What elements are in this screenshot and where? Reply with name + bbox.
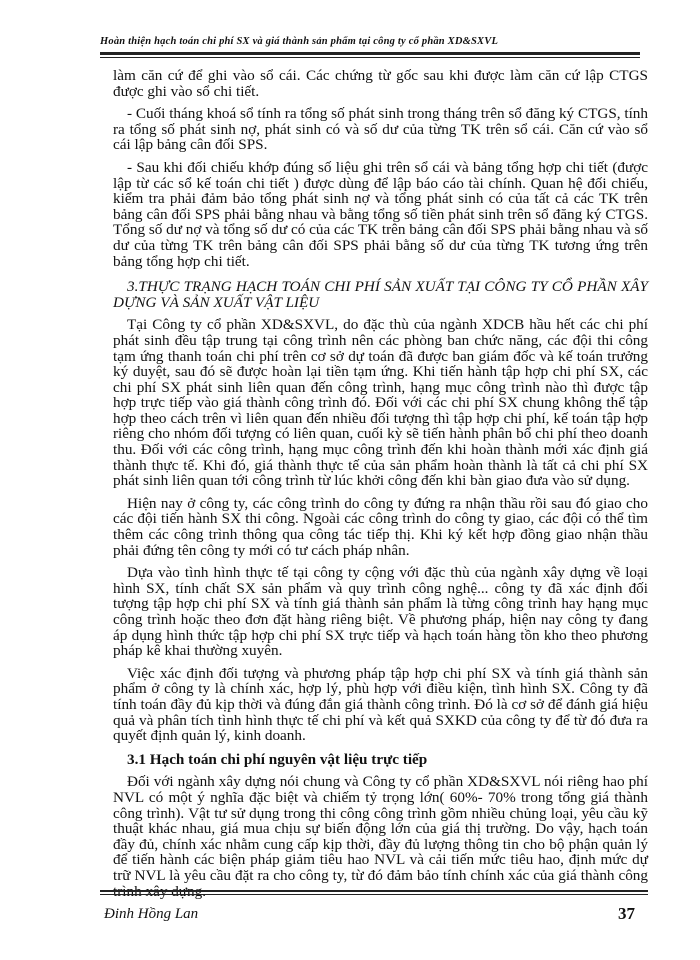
paragraph: Dựa vào tình hình thực tế tại công ty cộng với đặc thù của ngành xây dựng về loại hình SX, tính chất SX sản phẩm và quy trình công nghệ... công ty đã xác định đối tượng tập hợp chi phí SX và tính giá thành sản phẩm là từng công trình hay hạng mục công trình hoặc theo đơn đặt hàng riêng biệt. Về phương pháp, hiện nay công ty đang áp dụng hình thức tập hợp chi phí SX trực tiếp và hạch toán hàng tồn kho theo phương pháp kê khai thường xuyên. <box>113 564 648 660</box>
body-text <box>113 68 648 906</box>
paragraph: Đối với ngành xây dựng nói chung và Công ty cổ phần XD&SXVL nói riêng hao phí NVL có một ý nghĩa đặc biệt và chiếm tỷ trọng lớn( 60%- 70% trong tổng giá thành công trình). Vật tư sử dụng trong thi công công trình gồm nhiều chủng loại, yêu cầu kỹ thuật khác nhau, giá mua chịu sự biến động lớn của giá thị trường. Do vậy, hạch toán đầy đủ, chính xác nhằm cung cấp kịp thời, đầy đủ lượng thông tin cho bộ phận quản lý để tiến hành các biện pháp giảm tiêu hao NVL và cải tiến mức tiêu hao, định mức dự trữ NVL là yêu cầu đặt ra cho công ty, từ đó đảm bảo tính chính xác của giá thành công trình xây dựng. <box>113 773 648 900</box>
page-number: 37 <box>618 904 635 923</box>
running-header: Hoàn thiện hạch toán chi phí SX và giá thành sản phẩm tại công ty cổ phần XD&SXVL <box>100 36 499 47</box>
paragraph: - Cuối tháng khoá sổ tính ra tổng số phát sinh trong tháng trên sổ đăng ký CTGS, tính ra tổng số phát sinh nợ, phát sinh có và số dư của từng TK trên sổ cái. Căn cứ vào sổ cái lập bảng cân đối SPS. <box>113 105 648 154</box>
section-heading: 3.THỰC TRẠNG HẠCH TOÁN CHI PHÍ SẢN XUẤT TẠI CÔNG TY CỔ PHẦN XÂY DỰNG VÀ SẢN XUẤT VẬT LIỆU <box>113 278 648 311</box>
paragraph: làm căn cứ để ghi vào sổ cái. Các chứng từ gốc sau khi được làm căn cứ lập CTGS được ghi vào sổ chi tiết. <box>113 67 648 100</box>
paragraph: Hiện nay ở công ty, các công trình do công ty đứng ra nhận thầu rồi sau đó giao cho các đội tiến hành SX thi công. Ngoài các công trình do công ty giao, các đội có thể tìm thêm các công trình thông qua công tác tiếp thị. Khi ký kết hợp đồng giao nhận thầu phải đứng tên công ty mới có tư cách pháp nhân. <box>113 494 648 559</box>
header-rule <box>100 52 640 58</box>
footer-rule <box>100 890 648 895</box>
paragraph: Việc xác định đối tượng và phương pháp tập hợp chi phí SX và tính giá thành sản phẩm ở công ty là chính xác, hợp lý, phù hợp với điều kiện, tình hình SX. Công ty đã tính toán đầy đủ kịp thời và đúng đắn giá thành công trình. Đó là cơ sở để đánh giá hiệu quả và phân tích tình hình thực tế chi phí và kết quả SXKD của công ty để từ đó đưa ra quyết định quản lý, kinh doanh. <box>113 664 648 745</box>
paragraph: Tại Công ty cổ phần XD&SXVL, do đặc thù của ngành XDCB hầu hết các chi phí phát sinh đều tập trung tại công trình nên các phòng ban chức năng, các đội thi công tạm ứng thanh toán chi phí trên cơ sở dự toán đã được ban giám đốc và kế toán trưởng ký duyệt, sau đó sẽ được hoàn lại tiền tạm ứng. Khi tiến hành tập hợp chi phí SX, các chi phí SX phát sinh liên quan đến công trình, hạng mục công trình nào thì được tập hợp trực tiếp vào giá thành công trình đó. Đối với các chi phí SX chung không thể tập hợp theo cách trên vì liên quan đến nhiều đối tượng thì tập hợp chi phí, kế toán tập hợp riêng cho nhóm đối tượng có liên quan, cuối kỳ sẽ tiến hành phân bổ chi phí theo doanh thu. Đối với các công trình, hạng mục công trình đến khi hoàn thành mới xác định giá thành thực tế. Khi đó, giá thành thực tế của sản phẩm hoàn thành là tất cả chi phí SX phát sinh liên quan tới công trình từ lúc khởi công đến khi bàn giao đưa vào sử dụng. <box>113 316 648 490</box>
subsection-heading: 3.1 Hạch toán chi phí nguyên vật liệu trực tiếp <box>127 750 428 768</box>
paragraph: - Sau khi đối chiếu khớp đúng số liệu ghi trên sổ cái và bảng tổng hợp chi tiết (được lập từ các sổ kế toán chi tiết ) được dùng để lập báo cáo tài chính. Quan hệ đối chiếu, kiểm tra phải đảm bảo tổng phát sinh nợ và tổng phát sinh có của tất cả các TK trên bảng cân đối SPS phải bằng nhau và bằng tổng số tiền phát sinh trên sổ đăng ký CTGS. Tổng số dư nợ và tổng số dư có của các TK trên bảng cân đối SPS phải bằng nhau và số dư của từng TK trên bảng cân đối SPS phải bằng số dư của từng TK tương ứng trên bảng tổng hợp chi tiết. <box>113 158 649 270</box>
footer-author: Đinh Hồng Lan <box>104 906 199 922</box>
